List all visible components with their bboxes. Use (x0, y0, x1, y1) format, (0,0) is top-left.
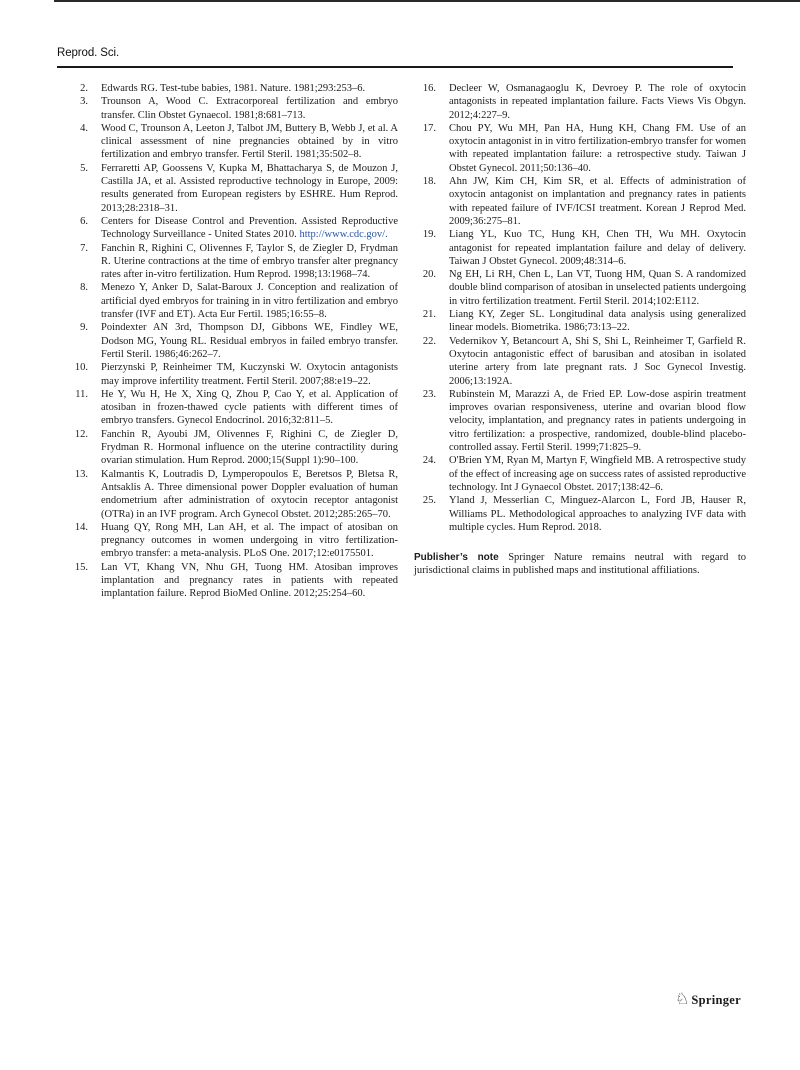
reference-item (414, 308, 746, 335)
reference-item (66, 122, 398, 162)
reference-item (66, 388, 398, 428)
reference-number: 3. (80, 96, 88, 108)
reference-item (414, 454, 746, 494)
reference-item (66, 561, 398, 601)
reference-item (414, 82, 746, 122)
publisher-note-text: Springer Nature remains neutral with regard to jurisdictional claims in published maps and institutional affiliations. (414, 552, 747, 577)
reference-item (66, 162, 398, 215)
reference-text: Fanchin R, Ayoubi JM, Olivennes F, Righini C, de Ziegler D, Frydman R. Hormonal influence on the uterine contractility during ovarian stimulation. Hum Reprod. 2000;15(Suppl 1):90–100. (101, 428, 398, 467)
references-list-right (414, 82, 746, 534)
reference-text: Ng EH, Li RH, Chen L, Lan VT, Tuong HM, Quan S. A randomized double blind comparison of atosiban in unselected patients undergoing in vitro fertilization treatment. Fertil Steril. 2014;102:E112. (449, 269, 746, 307)
reference-text: Fanchin R, Righini C, Olivennes F, Taylor S, de Ziegler D, Frydman R. Uterine contractions at the time of embryo transfer alter pregnancy rates after in-vitro fertilization. Hum Reprod. 1998;13:1968–74. (101, 242, 398, 281)
reference-number: 25. (422, 495, 436, 507)
reference-number: 15. (74, 561, 88, 573)
reference-text: Vedernikov Y, Betancourt A, Shi S, Shi L, Reinheimer T, Garfield R. Oxytocin antagonistic effect of barusiban and atosiban in isolated uterine artery from late pregnant rats. J Soc Gynecol Investig. 2006;13:192A. (449, 335, 746, 387)
reference-text: Ahn JW, Kim CH, Kim SR, et al. Effects of administration of oxytocin antagonist on implantation and pregnancy rates in patients with repeated failure of IVF/ICSI treatment. Korean J Reprod Med. 2009;36:275–81. (449, 176, 746, 227)
reference-number: 6. (80, 215, 88, 227)
right-column (414, 82, 746, 601)
reference-number: 7. (80, 242, 88, 254)
reference-number: 19. (422, 229, 436, 241)
reference-item (66, 361, 398, 388)
reference-number: 17. (422, 122, 436, 134)
reference-number: 9. (80, 322, 88, 334)
reference-item (66, 215, 398, 242)
reference-item (414, 388, 746, 454)
reference-text: Ferraretti AP, Goossens V, Kupka M, Bhattacharya S, de Mouzon J, Castilla JA, et al. Assisted reproductive technology in Europe, 2009: results generated from European registers by ESHRE. Hum Reprod. 2013;28:2318–31. (101, 162, 398, 214)
reference-text: He Y, Wu H, He X, Xing Q, Zhou P, Cao Y, et al. Application of atosiban in frozen-thawed cycle patients with different times of embryo transfers. Gynecol Endocrinol. 2016;32:811–5. (101, 388, 398, 427)
reference-text: Edwards RG. Test-tube babies, 1981. Nature. 1981;293:253–6. (101, 83, 366, 94)
reference-number: 10. (74, 362, 88, 374)
reference-number: 4. (80, 122, 88, 134)
reference-item (66, 428, 398, 468)
springer-logo-text: Springer (691, 992, 741, 1007)
reference-item (414, 268, 746, 308)
publisher-note-label: Publisher’s note (414, 552, 499, 564)
reference-number: 20. (422, 269, 436, 281)
reference-text: Kalmantis K, Loutradis D, Lymperopoulos E, Beretsos P, Bletsa R, Antsaklis A. Three dimensional power Doppler evaluation of human endometrium after administration of oxytocin receptor antagonist (OTRa) in an IVF program. Arch Gynecol Obstet. 2012;285:265–70. (101, 468, 398, 520)
page-top-edge (54, 0, 800, 2)
reference-item (414, 494, 746, 534)
springer-logo (675, 992, 741, 1008)
reference-columns (66, 82, 746, 601)
reference-text: Menezo Y, Anker D, Salat-Baroux J. Conception and realization of artificial dyed embryos for training in in vitro fertilization and embryo transfer (IVF and ET). Acta Eur Fertil. 1985;16:55–8. (101, 282, 398, 321)
springer-knight-icon: ♘ (675, 991, 690, 1008)
header-rule (57, 66, 733, 68)
references-list-left (66, 82, 398, 601)
reference-item (66, 468, 398, 521)
reference-text: Liang KY, Zeger SL. Longitudinal data analysis using generalized linear models. Biometrika. 1986;73:13–22. (449, 309, 746, 334)
reference-item (66, 95, 398, 122)
reference-item (414, 335, 746, 388)
reference-text: Centers for Disease Control and Prevention. Assisted Reproductive Technology Surveillance - United States 2010. http://www.cdc.gov/. (101, 215, 398, 241)
reference-number: 8. (80, 282, 88, 294)
reference-item (414, 122, 746, 175)
reference-text: Wood C, Trounson A, Leeton J, Talbot JM, Buttery B, Webb J, et al. A clinical assessment of nine pregnancies obtained by in vitro fertilization and embryo transfer. Fertil Steril. 1981;35:502–8. (101, 122, 398, 161)
reference-item (66, 242, 398, 282)
reference-number: 18. (422, 176, 436, 188)
reference-text: Chou PY, Wu MH, Pan HA, Hung KH, Chang FM. Use of an oxytocin antagonist in in vitro fertilization-embryo transfer for women with repeated implantation failure: a retrospective study. Taiwan J Obstet Gynecol. 2011;50:136–40. (449, 122, 746, 174)
reference-text: Rubinstein M, Marazzi A, de Fried EP. Low-dose aspirin treatment improves ovarian responsiveness, uterine and ovarian blood flow velocity, implantation, and pregnancy rates in patients undergoing in vitro fertilization: a prospective, randomized, double-blind placebo-controlled assay. Fertil Steril. 1999;71:825–9. (449, 388, 746, 454)
left-column (66, 82, 398, 601)
reference-text: Huang QY, Rong MH, Lan AH, et al. The impact of atosiban on pregnancy outcomes in women undergoing in vitro fertilization-embryo transfer: a meta-analysis. PLoS One. 2017;12:e0175501. (101, 521, 398, 560)
reference-text: Yland J, Messerlian C, Minguez-Alarcon L, Ford JB, Hauser R, Williams PL. Methodological approaches to analyzing IVF data with multiple cycles. Hum Reprod. 2018. (449, 495, 746, 533)
reference-number: 16. (422, 83, 436, 94)
reference-number: 23. (422, 388, 436, 400)
reference-text: Decleer W, Osmanagaoglu K, Devroey P. The role of oxytocin antagonists in repeated implantation failure. Facts Views Vis Obgyn. 2012;4:227–9. (449, 83, 746, 121)
reference-text: Lan VT, Khang VN, Nhu GH, Tuong HM. Atosiban improves implantation and pregnancy rates in patients with repeated implantation failure. Reprod BioMed Online. 2012;25:254–60. (101, 561, 398, 600)
reference-number: 5. (80, 162, 88, 174)
publisher-note (414, 551, 746, 578)
reference-item (414, 228, 746, 268)
reference-number: 22. (422, 335, 436, 347)
running-head-journal: Reprod. Sci. (57, 47, 120, 59)
reference-number: 13. (74, 468, 88, 480)
reference-link[interactable]: http://www.cdc.gov/. (299, 229, 388, 241)
reference-text: Poindexter AN 3rd, Thompson DJ, Gibbons WE, Findley WE, Dodson MG, Young RL. Residual embryos in failed embryo transfer. Fertil Steril. 1986;46:262–7. (101, 322, 398, 360)
reference-number: 2. (80, 83, 88, 94)
reference-text: Trounson A, Wood C. Extracorporeal fertilization and embryo transfer. Clin Obstet Gynaecol. 1981;8:681–713. (101, 96, 398, 121)
reference-number: 24. (422, 455, 436, 467)
reference-item (66, 82, 398, 95)
reference-text: Liang YL, Kuo TC, Hung KH, Chen TH, Wu MH. Oxytocin antagonist for repeated implantation failure and delay of delivery. Taiwan J Obstet Gynecol. 2009;48:314–6. (449, 229, 746, 267)
reference-text: Pierzynski P, Reinheimer TM, Kuczynski W. Oxytocin antagonists may improve infertility treatment. Fertil Steril. 2007;88:e19–22. (101, 362, 398, 387)
reference-text: O'Brien YM, Ryan M, Martyn F, Wingfield MB. A retrospective study of the effect of increasing age on success rates of assisted reproductive technology. Int J Gynaecol Obstet. 2017;138:42–6. (449, 455, 746, 493)
reference-number: 21. (422, 309, 436, 321)
reference-item (414, 175, 746, 228)
reference-number: 11. (75, 388, 88, 400)
reference-item (66, 281, 398, 321)
reference-item (66, 521, 398, 561)
reference-number: 12. (74, 428, 88, 440)
reference-number: 14. (74, 521, 88, 533)
reference-item (66, 321, 398, 361)
